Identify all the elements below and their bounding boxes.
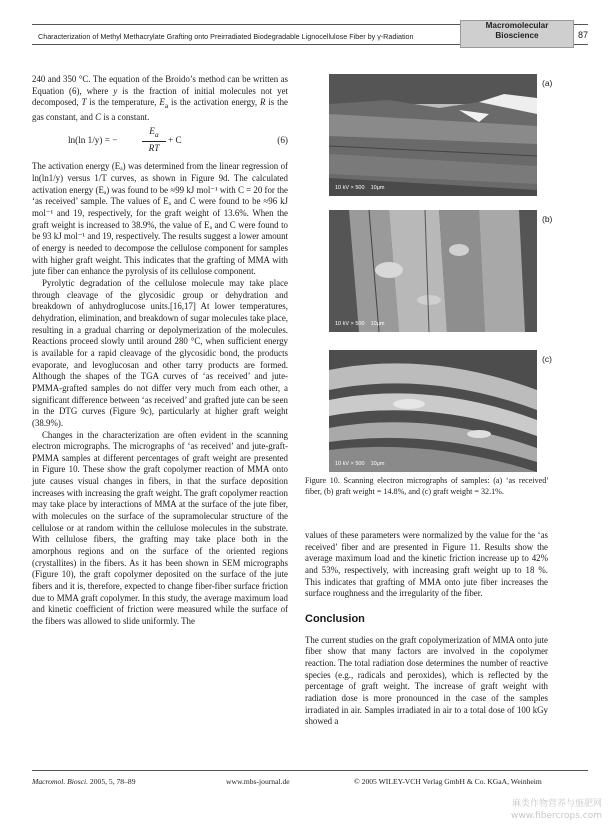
paragraph-broido-intro [32,74,288,123]
symbol-sub-a: a [164,101,169,111]
equation-denominator: RT [148,143,160,154]
equation-numerator [142,125,166,142]
symbol-R: R [260,97,266,108]
equation-6 [32,125,288,157]
symbol-T: T [81,97,87,108]
figure-10 [305,74,583,470]
equation-rhs: + C [168,135,182,146]
footer-citation-journal: Macromol. Biosci. [32,777,89,786]
equation-lhs: ln(ln 1/y) = − [68,135,118,146]
left-column [32,74,288,628]
running-title: Characterization of Methyl Methacrylate Grafting onto Preirradiated Biodegradable Lignocellulose Fiber by γ-Radiation [38,32,414,41]
footer-copyright: © 2005 WILEY-VCH Verlag GmbH & Co. KGaA, Weinheim [354,777,542,786]
equation-fraction [142,125,166,155]
equation-numerator-E: E [149,126,155,137]
text-run: is the fraction of initial molecules not yet decomposed, [32,85,288,108]
footer-citation [32,777,136,786]
text-run: is the temperature, [86,97,160,108]
scale-bar-b: 10 kV × 500 10μm [335,321,385,327]
text-run: is the activation energy, [168,97,260,108]
sem-micrograph-b [329,210,537,332]
paragraph-pyrolytic-degradation: Pyrolytic degradation of the cellulose molecule may take place through cleavage of the glycosidic group or dehydration and breakdown of anhydroglucose units.[16,17] At lower temperatures, dehydration, elimination, and breakdown of sugar molecules take place, resulting in a gradual charring or depolymerization of the molecules. Reactions proceed slowly until around 280 °C, when sufficient energy is available for a rapid cleavage of the glycosidic bond, the products evaporate, and levoglucosan and other tarry products are formed. Although the shapes of the TGA curves of ‘as received’ and jute-PMMA-grafted samples do not differ very much from each other, a significant difference between ‘as received’ and grafted jute can be seen in the DTG curves (Figure 9c), particularly at higher graft weight (38.9%). [32,277,288,428]
paragraph-friction-results: values of these parameters were normalized by the value for the ‘as received’ fiber and are presented in Figure 11. Results show the average maximum load and the kinetic friction increase up to 42% and 53%, respectively, with increasing graft weight up to 18 %. This indicates that grafting of MMA onto jute fiber increases the surface roughness and the irregularity of the fiber. [305,530,548,599]
footer-citation-volume: 2005, 5, 78–89 [88,777,136,786]
watermark-line1: 麻类作物营养与施肥网 [511,799,602,809]
sem-micrograph-a [329,74,537,196]
sem-micrograph-c [329,350,537,472]
watermark-line2: www.fibercrops.com [511,811,602,821]
paragraph-sem-micrographs: Changes in the characterization are often evident in the scanning electron micrographs. The micrographs of ‘as received’ and jute-graft-PMMA samples at different percentages of graft weight are presented in Figure 10. These show the graft copolymer reaction of MMA onto jute causes visual changes in fibers, in that the surface deposition increases with increasing the graft weight. The graft copolymer reaction may take place by interactions of MMA at the surface of the jute fiber, with molecules on the surface of the supramolecular structure of the cellulose or at random within the cellulose molecules in the substrate. With cellulose fibers, the grafting may take place both in the amorphous regions and on the surface of the oriented regions (crystallites) in the fibers. As it has been shown in SEM micrographs (Figure 10), the graft copolymer deposited on the surface of the jute fibers and it is, therefore, expected to change fiber-fiber surface friction due to MMA graft copolymer. In this study, the average maximum load and kinetic coefficient of friction were measured while the surface of the fibers was allowed to slide uniformly. The [32,429,288,626]
figure-panel-b-label: (b) [542,214,553,224]
text-run: is the gas constant, and [32,97,288,122]
footer-rule [32,770,588,771]
figure-panel-a-label: (a) [542,78,553,88]
paragraph-activation-energy: The activation energy (Eₐ) was determined from the linear regression of ln(ln1/y) versus 1/T curves, as shown in Figure 9d. The calculated activation energy (Eₐ) was found to be ≈99 kJ mol⁻¹ with C = 20 for the ‘as received’ sample. The values of Eₐ and C were found to be ≈96 kJ mol⁻¹ and 19, respectively, for the graft weight of 13.6%. When the graft weight is increased to 38.9%, the value of Eₐ and C were found to be 93 kJ mol⁻¹ and 19, respectively. The results suggest a lower amount of energy is needed to decompose the cellulose component for samples with higher graft weight. This indicates that the grafting of MMA with jute fiber can enhance the pyrolysis of its cellulose component. [32,161,288,277]
paragraph-conclusion: The current studies on the graft copolymerization of MMA onto jute fiber show that many factors are involved in the copolymer reaction. The total radiation dose determines the number of reactive species (e.g., radicals and peroxides), which is reflected by the percentage of graft weight. The increase of graft weight with radiation dose is more pronounced in the case of the samples irradiated in air. Samples irradiated in air to a total dose of 100 kGy showed a [305,634,548,727]
section-heading-conclusion: Conclusion [305,612,365,625]
watermark [482,798,602,822]
scale-bar-a: 10 kV × 500 10μm [335,185,385,191]
scale-bar-c: 10 kV × 500 10μm [335,461,385,467]
symbol-C: C [95,111,102,122]
equation-number: (6) [277,135,288,146]
text-run: is a constant. [101,111,150,122]
right-column [305,530,548,728]
journal-name-box [460,20,574,48]
symbol-E: E [159,97,165,108]
equation-numerator-sub: a [154,130,159,140]
page-number: 87 [578,30,589,40]
journal-name-line2: Bioscience [495,31,539,40]
footer-website: www.mbs-journal.de [226,777,290,786]
text-run: 240 and 350 °C. The equation of the Broido’s method can be written as Equation (6), where [32,74,288,96]
figure-panel-c-label: (c) [542,354,552,364]
symbol-y: y [113,85,118,96]
journal-name-line1: Macromolecular [485,21,549,30]
figure-10-caption: Figure 10. Scanning electron micrographs of samples: (a) ‘as received’ fiber, (b) graft weight = 14.8%, and (c) graft weight = 32.1%. [305,476,549,496]
